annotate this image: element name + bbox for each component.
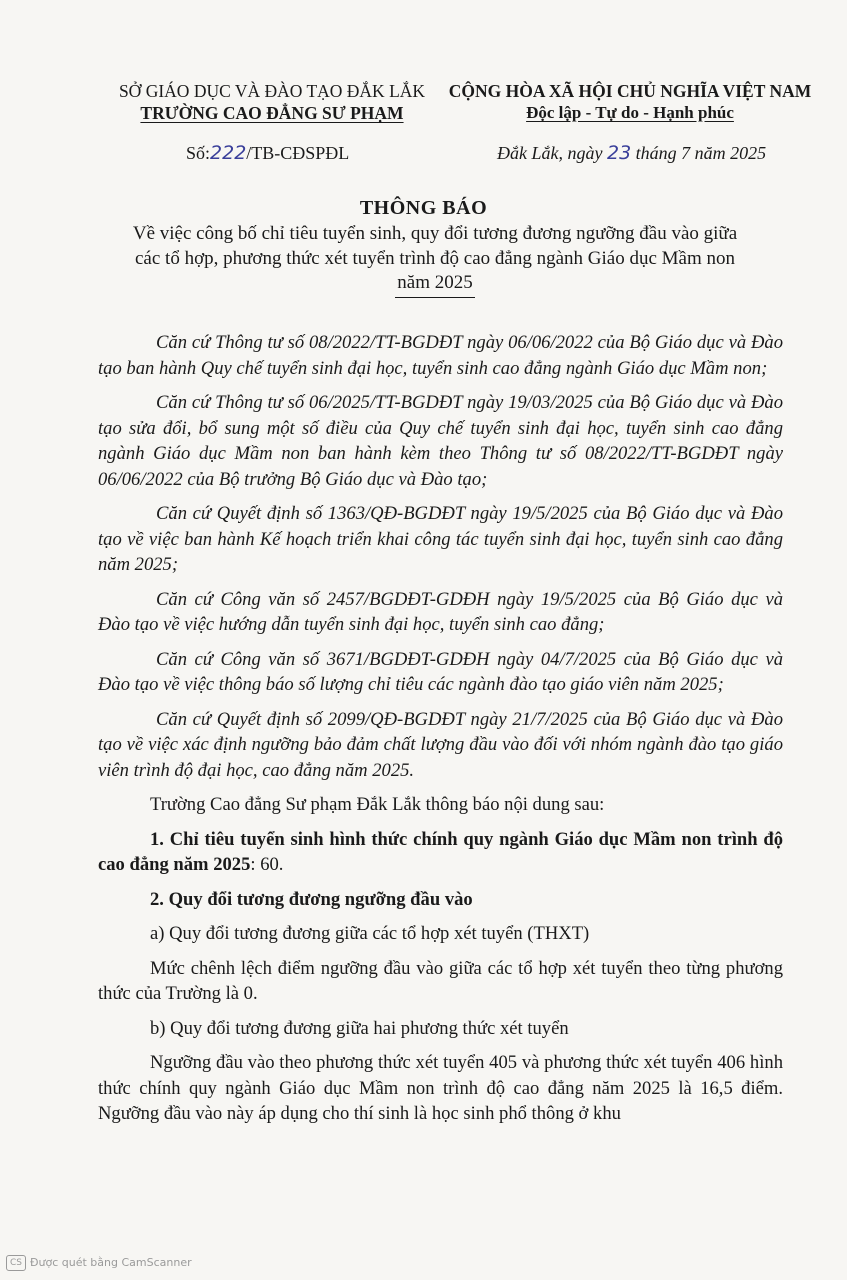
document-date (497, 142, 766, 164)
subsection-b-text: Ngưỡng đầu vào theo phương thức xét tuyển 405 và phương thức xét tuyển 406 hình thức chính quy ngành Giáo dục Mầm non trình độ cao đẳng năm 2025 là 16,5 điểm. Ngưỡng đầu vào này áp dụng cho thí sinh là học sinh phổ thông ở khu (98, 1052, 783, 1124)
scanner-watermark (6, 1255, 192, 1271)
national-motto-block (440, 80, 820, 124)
handwritten-day: 23 (606, 142, 632, 164)
national-motto: Độc lập - Tự do - Hạnh phúc (526, 103, 734, 122)
section-1-value: : 60. (250, 854, 284, 875)
subtitle-line-2: các tổ hợp, phương thức xét tuyển trình độ cao đẳng ngành Giáo dục Mầm non (135, 247, 735, 269)
date-suffix: tháng 7 năm 2025 (635, 143, 767, 163)
date-prefix: Đắk Lắk, ngày (497, 143, 603, 163)
subsection-a-heading: a) Quy đổi tương đương giữa các tổ hợp xét tuyển (THXT) (150, 923, 590, 944)
basis-paragraph: Căn cứ Thông tư số 06/2025/TT-BGDĐT ngày 19/03/2025 của Bộ Giáo dục và Đào tạo sửa đổi, bổ sung một số điều của Quy chế tuyển sinh đại học, tuyển sinh cao đẳng ngành Giáo dục Mầm non ban hành kèm theo Thông tư số 08/2022/TT-BGDĐT ngày 06/06/2022 của Bộ trưởng Bộ Giáo dục và Đào tạo; (98, 392, 783, 490)
subtitle-line-3: năm 2025 (395, 271, 474, 298)
subsection-b-heading: b) Quy đổi tương đương giữa hai phương thức xét tuyển (150, 1017, 569, 1039)
issuer-school: TRƯỜNG CAO ĐẲNG SƯ PHẠM (140, 103, 404, 123)
document-body (98, 330, 783, 1136)
document-title: THÔNG BÁO (359, 197, 488, 219)
scanner-text: Được quét bằng CamScanner (30, 1256, 192, 1269)
number-prefix: Số: (186, 143, 211, 163)
section-2-heading: 2. Quy đổi tương đương ngưỡng đầu vào (150, 888, 473, 910)
basis-paragraph: Căn cứ Quyết định số 2099/QĐ-BGDĐT ngày 21/7/2025 của Bộ Giáo dục và Đào tạo về việc xác định ngưỡng bảo đảm chất lượng đầu vào đối với nhóm ngành đào tạo giáo viên trình độ đại học, cao đẳng năm 2025. (98, 708, 783, 781)
basis-paragraph: Căn cứ Công văn số 2457/BGDĐT-GDĐH ngày 19/5/2025 của Bộ Giáo dục và Đào tạo về việc hướng dẫn tuyển sinh đại học, tuyển sinh cao đẳng; (98, 588, 783, 635)
camscanner-logo-icon: CS (6, 1255, 26, 1271)
number-suffix: /TB-CĐSPĐL (246, 143, 350, 163)
handwritten-number: 222 (210, 142, 247, 164)
document-number (186, 142, 349, 164)
issuer-block (112, 80, 432, 124)
basis-paragraph: Căn cứ Quyết định số 1363/QĐ-BGDĐT ngày 19/5/2025 của Bộ Giáo dục và Đào tạo về việc ban hành Kế hoạch triển khai công tác tuyển sinh đại học, tuyển sinh cao đẳng năm 2025; (98, 503, 783, 575)
basis-paragraph: Căn cứ Thông tư số 08/2022/TT-BGDĐT ngày 06/06/2022 của Bộ Giáo dục và Đào tạo ban hành Quy chế tuyển sinh đại học, tuyển sinh cao đẳng ngành Giáo dục Mầm non; (98, 332, 783, 379)
subsection-a-text: Mức chênh lệch điểm ngưỡng đầu vào giữa các tổ hợp xét tuyển theo từng phương thức của Trường là 0. (98, 957, 783, 1004)
country-name: CỘNG HÒA XÃ HỘI CHỦ NGHĨA VIỆT NAM (448, 81, 812, 101)
section-1-heading: 1. Chỉ tiêu tuyển sinh hình thức chính quy ngành Giáo dục Mầm non trình độ cao đẳng năm 2025 (98, 828, 783, 875)
section-1 (98, 827, 783, 878)
subtitle-line-1: Về việc công bố chỉ tiêu tuyển sinh, quy đổi tương đương ngưỡng đầu vào giữa (132, 223, 738, 244)
document-subtitle (90, 222, 780, 298)
intro-paragraph: Trường Cao đẳng Sư phạm Đắk Lắk thông báo nội dung sau: (150, 794, 605, 815)
issuer-department: SỞ GIÁO DỤC VÀ ĐÀO TẠO ĐẮK LẮK (118, 81, 426, 101)
basis-paragraph: Căn cứ Công văn số 3671/BGDĐT-GDĐH ngày 04/7/2025 của Bộ Giáo dục và Đào tạo về việc thông báo số lượng chỉ tiêu các ngành đào tạo giáo viên năm 2025; (98, 648, 783, 695)
